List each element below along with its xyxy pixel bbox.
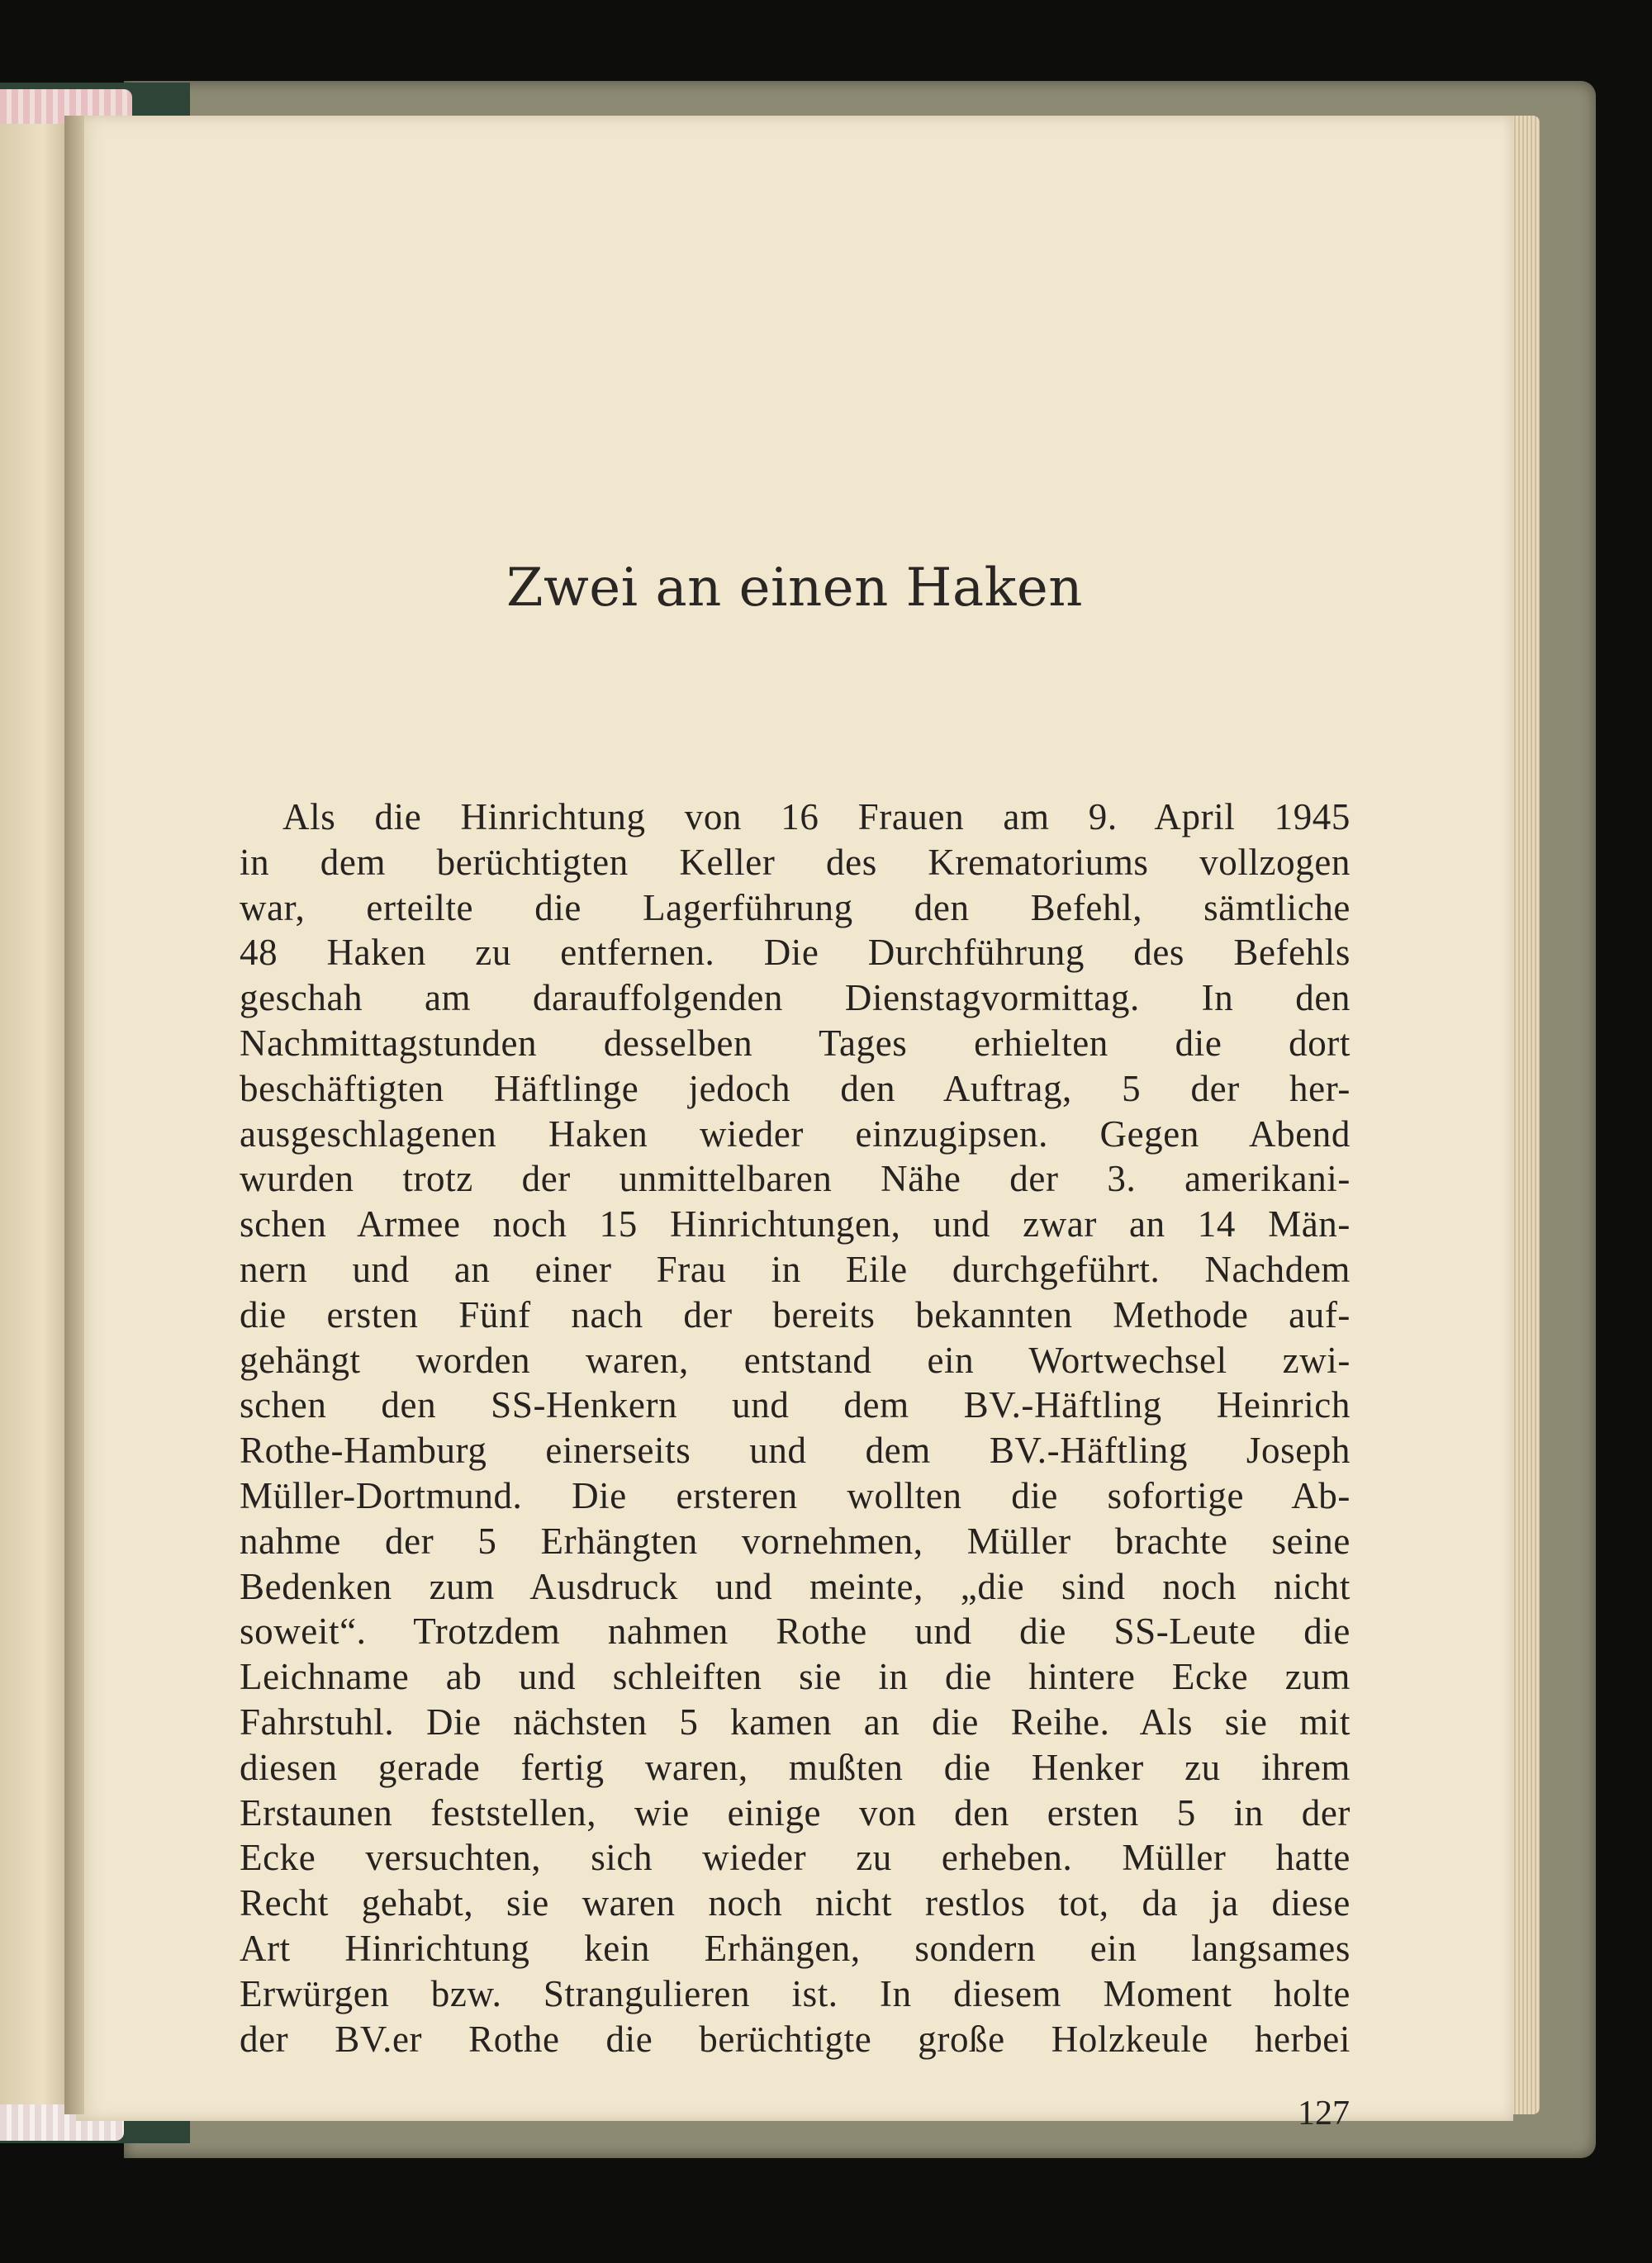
text-line: Müller-Dortmund. Die ersteren wollten die sofortige Ab- bbox=[240, 1474, 1351, 1516]
text-line: diesen gerade fertig waren, mußten die Henker zu ihrem bbox=[240, 1746, 1351, 1788]
text-line: beschäftigten Häftlinge jedoch den Auftrag, 5 der her- bbox=[240, 1067, 1351, 1109]
text-line: die ersten Fünf nach der bereits bekannten Methode auf- bbox=[240, 1293, 1351, 1336]
text-line: Art Hinrichtung kein Erhängen, sondern ein langsames bbox=[240, 1927, 1351, 1969]
text-line: wurden trotz der unmittelbaren Nähe der 3. amerikani- bbox=[240, 1158, 1351, 1200]
text-line: ausgeschlagenen Haken wieder einzugipsen. Gegen Abend bbox=[240, 1113, 1351, 1155]
left-facing-page bbox=[0, 124, 71, 2106]
text-line: Als die Hinrichtung von 16 Frauen am 9. April 1945 bbox=[282, 796, 1351, 837]
text-line: Erwürgen bzw. Strangulieren ist. In diesem Moment holte bbox=[240, 1972, 1351, 2014]
gutter-shadow bbox=[64, 116, 84, 2114]
page-number: 127 bbox=[1298, 2095, 1350, 2133]
text-line: Ecke versuchten, sich wieder zu erheben. Müller hatte bbox=[240, 1837, 1351, 1879]
text-line: Rothe-Hamburg einerseits und dem BV.-Häftling Joseph bbox=[240, 1430, 1351, 1472]
text-line: 48 Haken zu entfernen. Die Durchführung des Befehls bbox=[240, 932, 1351, 974]
text-line: schen Armee noch 15 Hinrichtungen, und zwar an 14 Män- bbox=[240, 1203, 1351, 1245]
text-line: nahme der 5 Erhängten vornehmen, Müller brachte seine bbox=[240, 1520, 1351, 1562]
body-text bbox=[240, 795, 1351, 2061]
text-line: geschah am darauffolgenden Dienstagvormittag. In den bbox=[240, 977, 1351, 1019]
text-line: der BV.er Rothe die berüchtigte große Holzkeule herbei bbox=[240, 2018, 1351, 2060]
text-line: nern und an einer Frau in Eile durchgeführt. Nachdem bbox=[240, 1248, 1351, 1290]
text-line: Nachmittagstunden desselben Tages erhielten die dort bbox=[240, 1022, 1351, 1064]
text-line: schen den SS-Henkern und dem BV.-Häftling Heinrich bbox=[240, 1384, 1351, 1426]
book-page bbox=[76, 116, 1513, 2133]
text-line: Erstaunen feststellen, wie einige von den ersten 5 in der bbox=[240, 1791, 1351, 1834]
text-line: Bedenken zum Ausdruck und meinte, „die sind noch nicht bbox=[240, 1565, 1351, 1607]
text-line: war, erteilte die Lagerführung den Befehl, sämtliche bbox=[240, 886, 1351, 928]
text-line: in dem berüchtigten Keller des Krematoriums vollzogen bbox=[240, 841, 1351, 883]
text-line: Recht gehabt, sie waren noch nicht restlos tot, da ja diese bbox=[240, 1882, 1351, 1924]
text-line: Leichname ab und schleiften sie in die hintere Ecke zum bbox=[240, 1656, 1351, 1698]
text-line: soweit“. Trotzdem nahmen Rothe und die SS-Leute die bbox=[240, 1611, 1351, 1653]
chapter-title: Zwei an einen Haken bbox=[506, 557, 1083, 619]
text-line: Fahrstuhl. Die nächsten 5 kamen an die Reihe. Als sie mit bbox=[240, 1701, 1351, 1743]
text-line: gehängt worden waren, entstand ein Wortwechsel zwi- bbox=[240, 1339, 1351, 1381]
